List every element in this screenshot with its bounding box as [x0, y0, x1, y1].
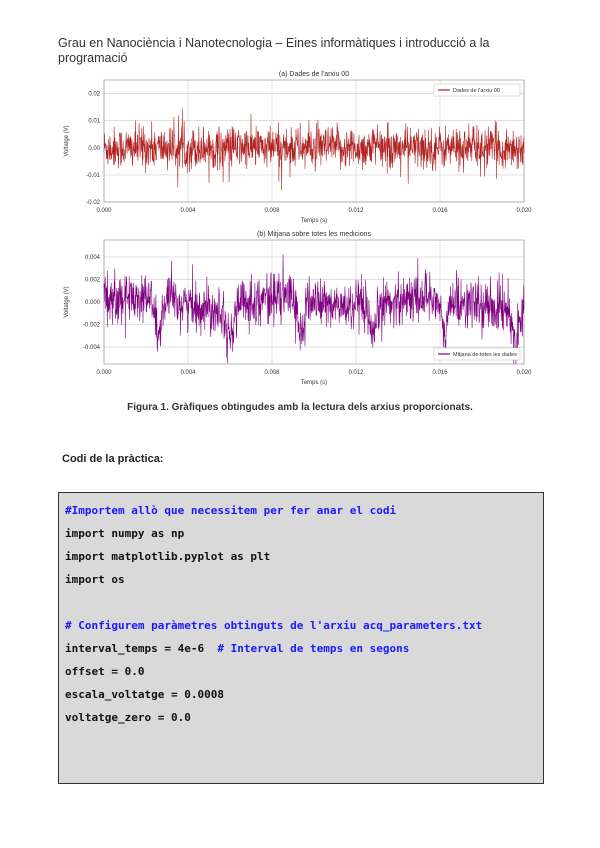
x-axis-label: Temps (s) — [300, 380, 328, 386]
chart-title: (a) Dades de l'arxiu 00 — [278, 71, 350, 78]
y-tick-label: 0.000 — [84, 300, 100, 306]
section-title: Codi de la pràctica: — [62, 453, 164, 465]
x-tick-label: 0.012 — [348, 370, 364, 376]
x-tick-label: 0.020 — [516, 370, 532, 376]
header-line-1: Grau en Nanociència i Nanotecnologia – Eines informàtiques i introducció a la — [58, 36, 490, 50]
y-tick-label: 0.02 — [88, 91, 100, 98]
x-tick-label: 0.000 — [96, 208, 112, 214]
y-axis-label: Voltatge (V) — [64, 286, 70, 318]
y-tick-label: -0.002 — [82, 322, 100, 329]
y-tick-label: 0.00 — [88, 145, 100, 152]
code-line-4: import os — [65, 573, 125, 586]
y-tick-label: -0.02 — [86, 200, 100, 206]
code-line-8: escala_voltatge = 0.0008 — [65, 688, 224, 701]
chart-title: (b) Mitjana sobre totes les medicions — [257, 231, 371, 238]
code-statement: interval_temps = 4e-6 — [65, 642, 218, 655]
x-tick-label: 0.004 — [180, 370, 196, 376]
y-tick-label: 0.002 — [84, 277, 100, 284]
chart-average — [58, 226, 548, 386]
code-line-6 — [65, 642, 409, 655]
x-tick-label: 0.008 — [264, 208, 280, 214]
x-tick-label: 0.000 — [96, 370, 112, 376]
code-line-5 — [65, 619, 482, 632]
legend-label: Dades de l'arxiu 00 — [453, 88, 500, 94]
code-comment: # Interval de temps en segons — [217, 642, 410, 655]
code-comment: # Configurem paràmetres obtinguts de l'arxiu acq_parameters.txt — [65, 619, 483, 632]
chart-raw-data — [58, 66, 548, 224]
code-block — [58, 492, 544, 784]
code-line-7: offset = 0.0 — [65, 665, 145, 678]
y-tick-label: -0.01 — [86, 172, 100, 179]
code-line-3: import matplotlib.pyplot as plt — [65, 550, 271, 563]
chart-legend — [434, 84, 520, 96]
chart-legend — [434, 348, 520, 360]
header-line-2: programació — [58, 51, 128, 65]
code-line-1 — [65, 504, 396, 517]
x-tick-label: 0.016 — [432, 208, 448, 214]
x-tick-label: 0.020 — [516, 208, 532, 214]
y-tick-label: 0.01 — [88, 118, 100, 125]
x-tick-label: 0.004 — [180, 208, 196, 214]
y-tick-label: 0.004 — [84, 254, 100, 261]
code-comment: #Importem allò que necessitem per fer anar el codi — [65, 504, 397, 517]
x-tick-label: 0.016 — [432, 370, 448, 376]
x-tick-label: 0.012 — [348, 208, 364, 214]
figure-caption: Figura 1. Gràfiques obtingudes amb la lectura dels arxius proporcionats. — [127, 402, 473, 413]
code-line-9: voltatge_zero = 0.0 — [65, 711, 191, 724]
document-header — [58, 36, 528, 66]
legend-label: Mitjana de totes les dades — [453, 352, 517, 358]
y-axis-label: Voltatge (V) — [64, 125, 70, 157]
code-line-2: import numpy as np — [65, 527, 185, 540]
x-tick-label: 0.008 — [264, 370, 280, 376]
x-axis-label: Temps (s) — [300, 218, 328, 224]
series-line — [104, 254, 524, 364]
y-tick-label: -0.004 — [82, 345, 100, 352]
